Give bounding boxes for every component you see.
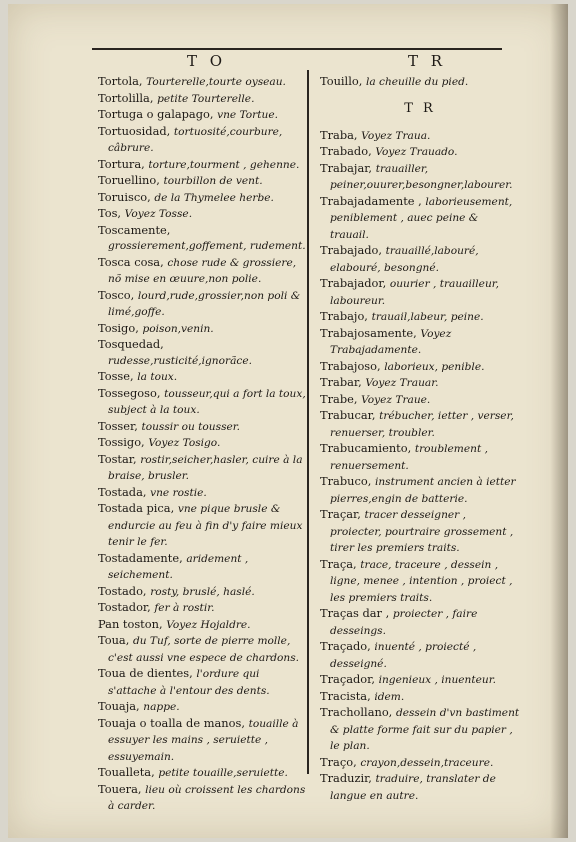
entry-headword: Toua, [98, 633, 130, 647]
dictionary-entry [98, 765, 306, 782]
entry-headword: Traçar, [320, 507, 361, 521]
dictionary-entry [98, 617, 306, 634]
entry-headword: Touera, [98, 781, 142, 796]
dictionary-entry [98, 501, 306, 551]
entry-headword: Tortolilla, [98, 90, 154, 105]
dictionary-entry [98, 223, 306, 255]
entry-definition: troublement , renuersement. [330, 443, 488, 472]
dictionary-entry [320, 74, 520, 91]
dictionary-entry [98, 91, 306, 108]
entry-headword: Traça, [320, 556, 357, 571]
entry-definition: trauailler, peiner,ouurer,besongner,labourer. [330, 162, 513, 191]
dictionary-entry [98, 369, 306, 386]
entry-definition: laborieux, penible. [384, 360, 485, 373]
entry-definition: la toux. [137, 371, 178, 383]
entry-headword: Tosca cosa, [98, 254, 164, 269]
entry-definition: instrument ancien à ietter pierres,engin de batterie. [330, 476, 516, 505]
entry-headword: Trabucar, [320, 408, 376, 422]
entry-definition: Voyez Trauado. [375, 146, 458, 158]
entry-headword: Tosser, [98, 418, 138, 433]
entry-headword: Traço, [320, 754, 357, 769]
entry-headword: Traduzir, [320, 771, 372, 785]
entry-definition: Voyez Tosse. [124, 208, 193, 220]
dictionary-entry [98, 206, 306, 223]
dictionary-entry [98, 666, 306, 699]
entry-definition: tortuosité,courbure, câbrure. [108, 125, 283, 154]
entry-definition: inuenté , proiecté , desseigné. [330, 641, 477, 670]
dictionary-entry [320, 689, 520, 706]
entry-definition: toussir ou tousser. [141, 420, 241, 433]
entry-headword: Tosigo, [98, 320, 139, 335]
entry-headword: Toscamente, [98, 222, 171, 237]
entry-headword: Tostadamente, [98, 550, 183, 565]
entry-headword: Pan toston, [98, 616, 163, 631]
entry-definition: trauail,labeur, peine. [371, 311, 484, 323]
entry-definition: la cheuille du pied. [365, 76, 469, 88]
entry-headword: Traçador, [320, 672, 375, 686]
dictionary-entry [320, 276, 520, 309]
dictionary-entry [98, 600, 306, 617]
dictionary-entry [320, 128, 520, 145]
left-column [98, 74, 306, 815]
dictionary-entry [98, 124, 306, 157]
entry-headword: Tosse, [98, 369, 134, 383]
dictionary-entry [320, 309, 520, 326]
dictionary-entry [320, 755, 520, 772]
entry-definition: du Tuf, sorte de pierre molle, c'est aussi vne espece de chardons. [108, 635, 300, 664]
entry-definition: Voyez Traua. [361, 129, 431, 142]
dictionary-entry [98, 107, 306, 124]
entry-headword: Touillo, [320, 74, 363, 88]
dictionary-entry [98, 782, 306, 815]
entry-definition: traduire, translater de langue en autre. [330, 773, 496, 802]
entry-definition: Voyez Trabajadamente. [330, 327, 452, 356]
dictionary-entry [320, 507, 520, 557]
entry-definition: vne pique brusle & endurcie au feu à fin d'y faire mieux tenir le fer. [108, 503, 303, 548]
dictionary-entry [320, 639, 520, 672]
dictionary-entry [320, 557, 520, 607]
entry-headword: Trabajador, [320, 276, 387, 290]
entry-headword: Tossigo, [98, 435, 145, 449]
entry-headword: Traças dar , [320, 606, 390, 620]
dictionary-entry [320, 474, 520, 507]
entry-headword: Trabajar, [320, 160, 373, 175]
entry-definition: trauaillé,labouré, elabouré, besongné. [330, 245, 479, 274]
dictionary-entry [320, 243, 520, 276]
entry-headword: Trabe, [320, 391, 358, 406]
entry-definition: Voyez Trauar. [365, 377, 439, 389]
entry-headword: Tostada, [98, 484, 147, 499]
entry-definition: aridement , seichement. [108, 552, 249, 581]
entry-headword: Trabajoso, [320, 358, 381, 373]
entry-headword: Trabado, [320, 144, 372, 158]
dictionary-entry [320, 705, 520, 755]
entry-definition: torture,tourment , gehenne. [148, 158, 300, 171]
entry-definition: fer à rostir. [154, 602, 215, 614]
entry-definition: petite touaille,seruiette. [158, 767, 288, 779]
entry-headword: Toualleta, [98, 765, 155, 779]
entry-definition: rudesse,rusticité,ignorãce. [108, 354, 252, 367]
entry-definition: Voyez Tosigo. [148, 437, 221, 449]
entry-definition: trébucher, ietter , verser, renuerser, troubler. [330, 410, 514, 439]
dictionary-entry [320, 441, 520, 474]
dictionary-entry [320, 672, 520, 689]
dictionary-entry [98, 337, 306, 369]
entry-definition: Voyez Traue. [361, 393, 431, 406]
entry-headword: Trabajo, [320, 309, 368, 323]
dictionary-entry [98, 419, 306, 436]
entry-definition: grossierement,goffement, rudement. [108, 240, 306, 252]
entry-definition: lieu où croissent les chardons à carder. [108, 783, 306, 812]
dictionary-entry [98, 255, 306, 288]
entry-definition: ingenieux , inuenteur. [378, 674, 496, 686]
entry-definition: lourd,rude,grossier,non poli & limé,goffe. [108, 289, 301, 318]
entry-headword: Tostar, [98, 451, 137, 466]
dictionary-entry [98, 452, 306, 485]
header-left: T O [187, 52, 227, 70]
dictionary-entry [98, 633, 306, 666]
entry-headword: Tostado, [98, 583, 147, 598]
entry-headword: Tortola, [98, 74, 143, 88]
entry-definition: dessein d'vn bastiment & platte forme fait sur du papier , le plan. [330, 707, 520, 752]
dictionary-entry [98, 485, 306, 502]
entry-headword: Traçado, [320, 639, 371, 653]
entry-headword: Trachollano, [320, 705, 393, 719]
entry-headword: Tracista, [320, 688, 371, 703]
entry-headword: Touaja, [98, 699, 140, 713]
entry-headword: Trabajosamente, [320, 325, 417, 340]
entry-definition: tracer desseigner , proiecter, pourtraire grossement , tirer les premiers traits. [330, 509, 514, 554]
running-header [92, 48, 502, 70]
entry-definition: touaille à essuyer les mains , seruiette , essuyemain. [108, 717, 299, 763]
entry-headword: Trabar, [320, 375, 362, 389]
entry-headword: Tossegoso, [98, 385, 161, 400]
dictionary-entry [320, 326, 520, 359]
entry-definition: trace, traceure , dessein , ligne, menee , intention , proiect , les premiers traits. [330, 558, 513, 604]
dictionary-entry [98, 190, 306, 207]
entry-definition: ouurier , trauailleur, laboureur. [330, 278, 500, 307]
dictionary-entry [98, 173, 306, 190]
entry-definition: crayon,dessein,traceure. [360, 756, 494, 769]
dictionary-entry [320, 375, 520, 392]
entry-definition: l'ordure qui s'attache à l'entour des dents. [108, 668, 270, 697]
entry-definition: laborieusement, peniblement , auec peine & trauail. [330, 195, 513, 241]
entry-definition: petite Tourterelle. [157, 92, 255, 105]
entry-headword: Trabuco, [320, 474, 372, 488]
dictionary-entry [98, 699, 306, 716]
entry-headword: Trabucamiento, [320, 441, 412, 455]
dictionary-entry [98, 716, 306, 766]
entry-definition: tourbillon de vent. [163, 175, 263, 187]
entry-headword: Tosco, [98, 287, 135, 302]
dictionary-entry [320, 392, 520, 409]
entry-definition: proiecter , faire desseings. [330, 608, 478, 637]
right-column [320, 74, 520, 804]
entry-definition: idem. [374, 690, 405, 703]
dictionary-entry [98, 551, 306, 584]
book-page [8, 4, 568, 838]
entry-headword: Tortura, [98, 156, 145, 171]
dictionary-entry [320, 359, 520, 376]
dictionary-entry [98, 157, 306, 174]
entry-definition: de la Thymelee herbe. [154, 191, 274, 204]
entry-definition: vne Tortue. [217, 109, 278, 121]
dictionary-entry [98, 321, 306, 338]
section-heading: T R [404, 100, 436, 116]
entry-definition: vne rostie. [150, 486, 207, 499]
dictionary-entry [320, 194, 520, 244]
entry-headword: Tortuosidad, [98, 123, 171, 138]
entry-headword: Toua de dientes, [98, 666, 193, 680]
header-right: T R [408, 52, 447, 70]
entry-headword: Tostador, [98, 600, 151, 614]
entry-headword: Toruisco, [98, 189, 151, 204]
entry-definition: chose rude & grossiere, nõ mise en œuure,non polie. [108, 256, 297, 285]
column-divider [307, 70, 309, 774]
entry-definition: tousseur,qui a fort la toux, subject à la toux. [108, 387, 306, 416]
entry-definition: nappe. [143, 701, 180, 713]
dictionary-entry [320, 161, 520, 194]
entry-definition: rostir,seicher,hasler, cuire à la braise, brusler. [108, 453, 303, 482]
dictionary-entry [320, 144, 520, 161]
entry-headword: Toruellino, [98, 173, 160, 187]
entry-definition: Tourterelle,tourte oyseau. [146, 76, 286, 88]
entry-definition: Voyez Hojaldre. [166, 618, 251, 631]
entry-headword: Touaja o toalla de manos, [98, 715, 245, 730]
entry-definition: rosty, bruslé, haslé. [150, 585, 255, 598]
entry-headword: Tos, [98, 206, 122, 220]
entry-headword: Tostada pica, [98, 501, 175, 515]
dictionary-entry [98, 74, 306, 91]
dictionary-entry [320, 408, 520, 441]
dictionary-entry [98, 584, 306, 601]
dictionary-entry [320, 771, 520, 804]
entry-headword: Traba, [320, 127, 358, 142]
page-gutter-shadow [550, 4, 568, 838]
entry-headword: Trabajado, [320, 243, 383, 257]
dictionary-entry [98, 288, 306, 321]
entry-definition: poison,venin. [142, 322, 214, 335]
dictionary-entry [98, 386, 306, 419]
entry-headword: Tosquedad, [98, 337, 164, 351]
dictionary-entry [320, 606, 520, 639]
dictionary-entry [98, 435, 306, 452]
entry-headword: Tortuga o galapago, [98, 107, 214, 121]
entry-headword: Trabajadamente , [320, 193, 422, 208]
